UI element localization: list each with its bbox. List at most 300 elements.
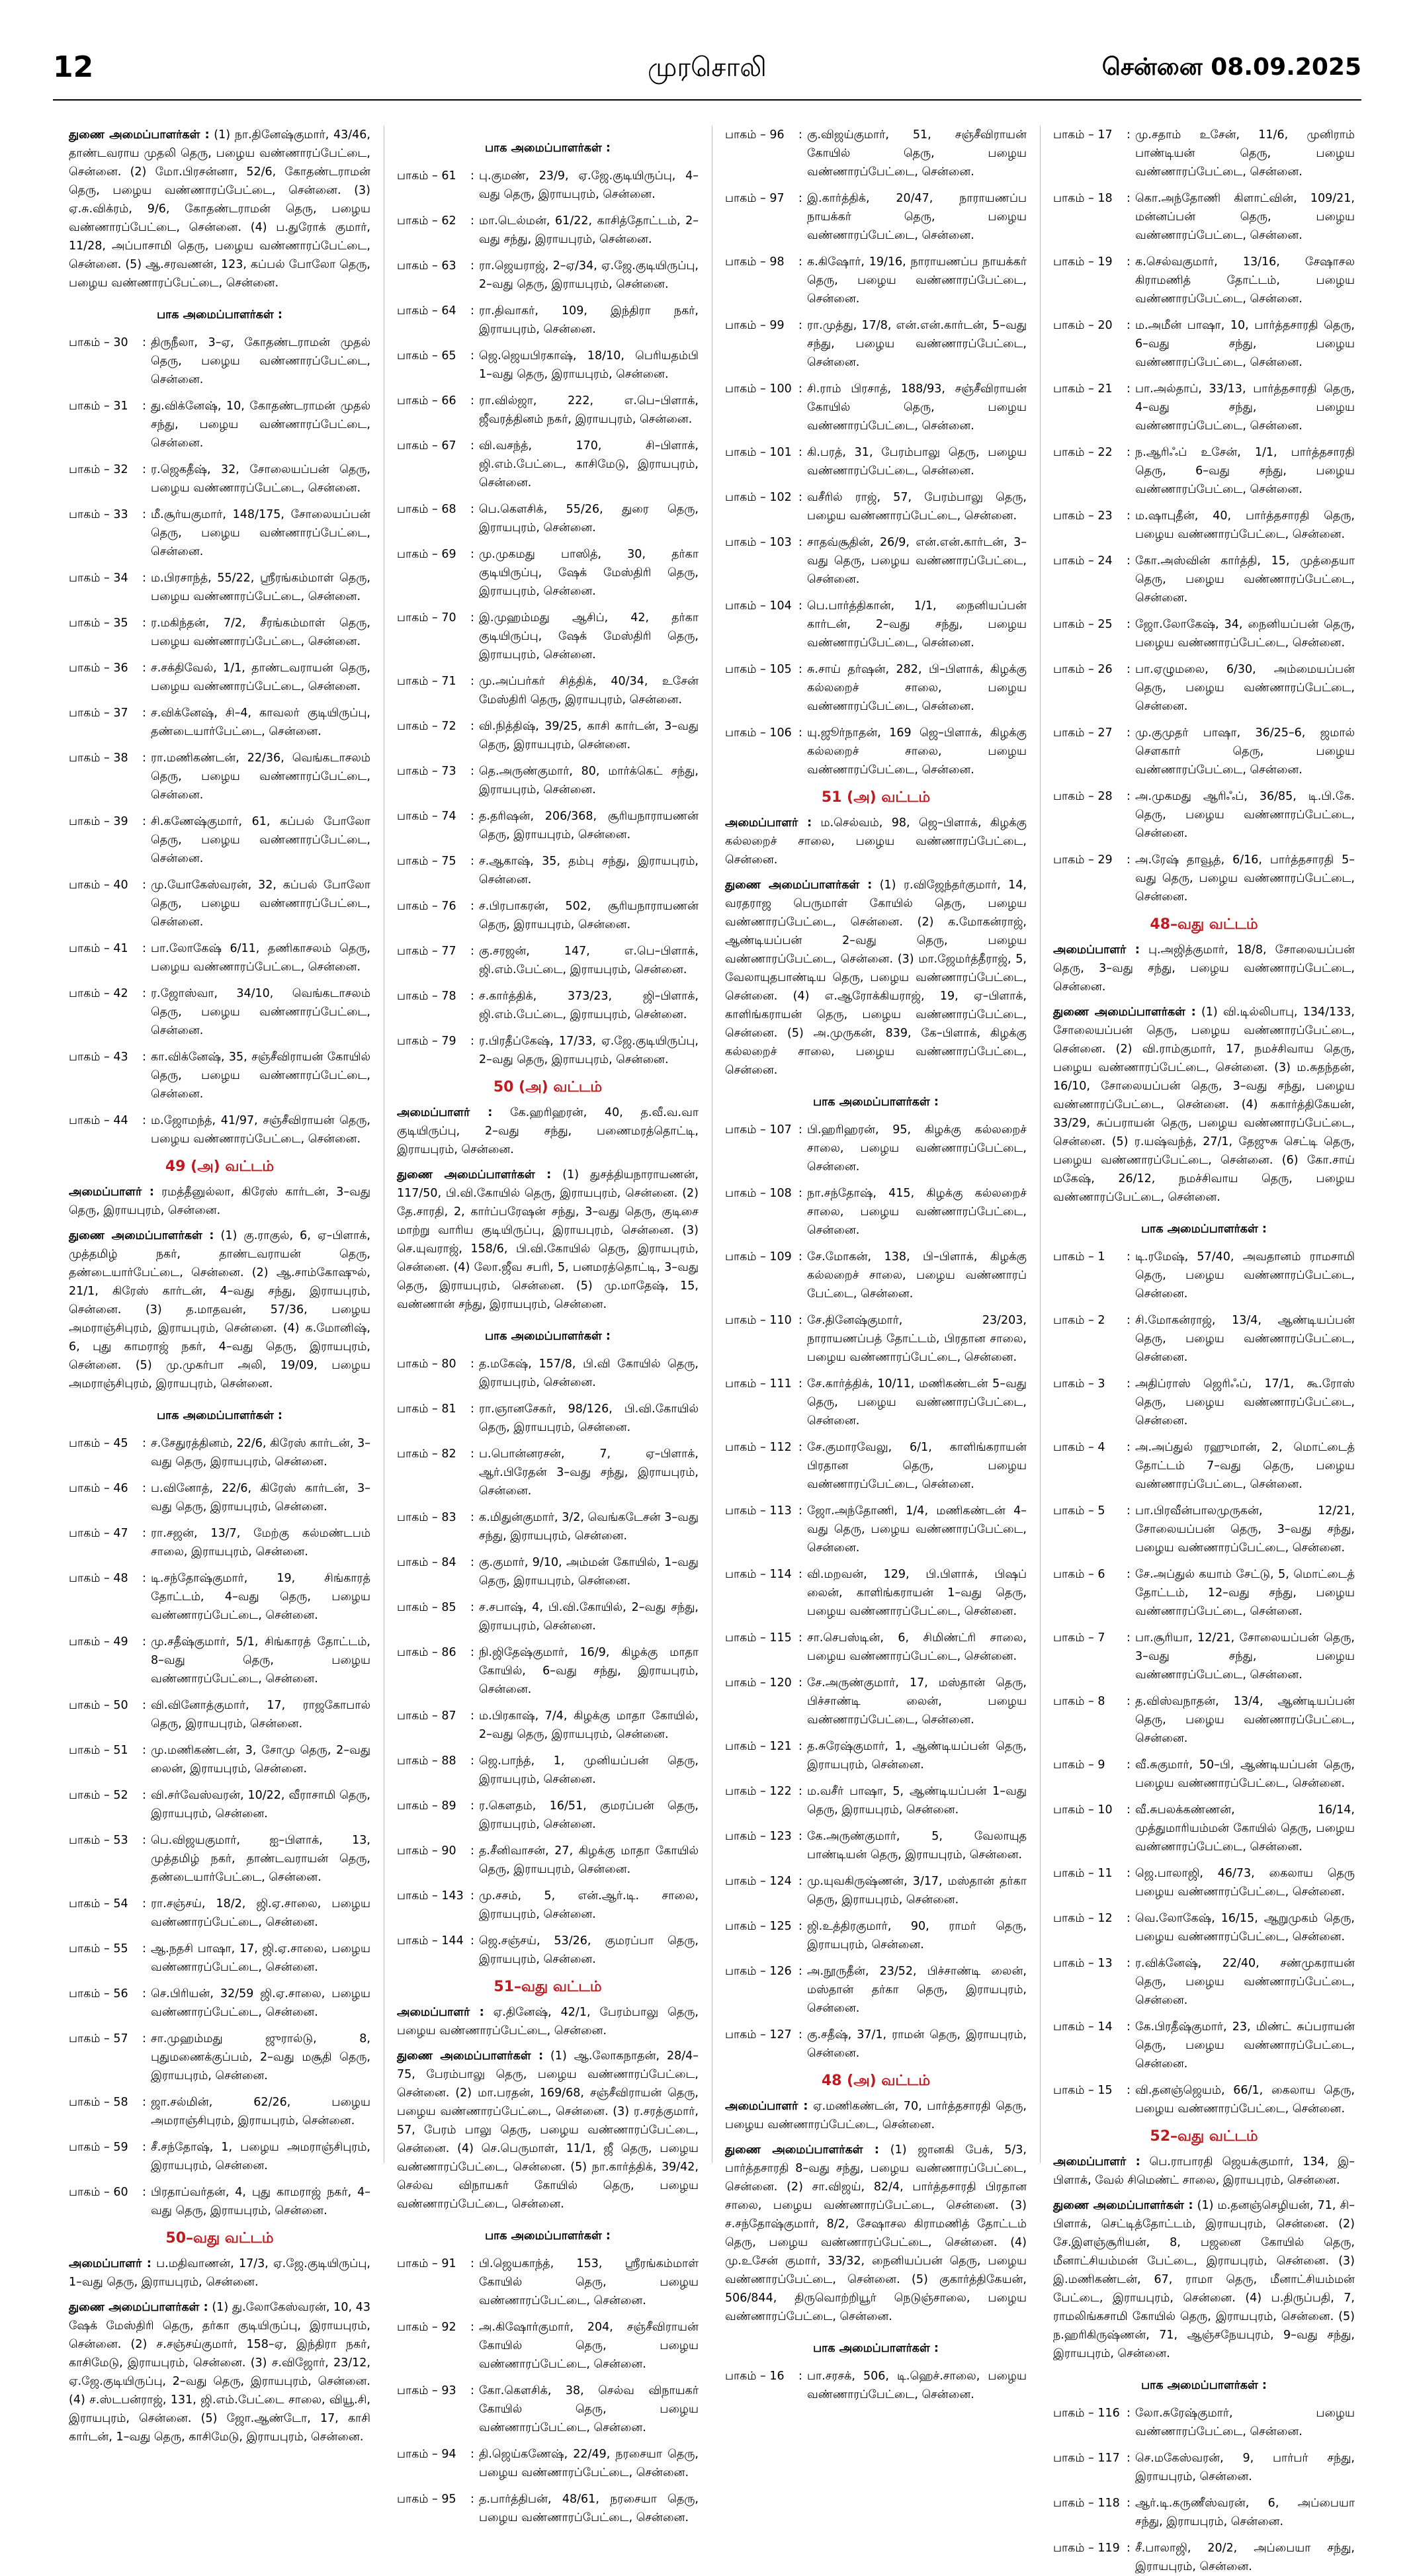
- booth-entry: [69, 1940, 370, 1977]
- booth-number: பாகம் – 44: [69, 1114, 128, 1127]
- booth-number: பாகம் – 65: [397, 349, 456, 363]
- separator-colon: :: [470, 1754, 474, 1768]
- booth-member-details: ரா.சஞ்சய், 18/2, ஜி.ஏ.சாலை, பழைய வண்ணாரப்பேட்டை, சென்னை.: [151, 1897, 370, 1929]
- separator-colon: :: [798, 1504, 802, 1518]
- member-details: ரமத்தீனுல்லா, கிரேஸ் கார்டன், 3–வது தெரு, இராயபுரம், சென்னை.: [69, 1185, 370, 1217]
- booth-member-details: ச.பிரபாகரன், 502, சூரியநாராயணன் தெரு, இராயபுரம், சென்னை.: [479, 900, 699, 931]
- booth-member-details: செ.பிரியன், 32/59 ஜி.ஏ.சாலை, பழைய வண்ணாரப்பேட்டை, சென்னை.: [151, 1987, 370, 2019]
- separator-colon: :: [470, 2493, 474, 2506]
- separator-colon: :: [470, 945, 474, 958]
- booth-member-details: மு.அப்பர்கர் சித்திக், 40/34, உசேன் மேஸ்திரி தெரு, இராயபுரம், சென்னை.: [479, 675, 699, 707]
- booth-member-details: கு.விஜய்குமார், 51, சஞ்சீவிராயன் கோயில் தெரு, பழைய வண்ணாரப்பேட்டை, சென்னை.: [807, 128, 1027, 179]
- booth-number: பாகம் – 116: [1053, 2407, 1120, 2420]
- booth-member-details: ம.பிரகாஷ், 7/4, கிழக்கு மாதா கோயில், 2–வது தெரு, இராயபுரம், சென்னை.: [479, 1709, 699, 1741]
- booth-number: பாகம் – 24: [1053, 554, 1113, 568]
- separator-colon: :: [470, 1556, 474, 1569]
- booth-entry: [725, 189, 1027, 245]
- booth-number: பாகம் – 123: [725, 1830, 792, 1843]
- booth-entry: [397, 2490, 699, 2527]
- booth-member-details: சீ.பாலாஜி, 20/2, அப்பையா சந்து, இராயபுரம், சென்னை.: [1135, 2542, 1355, 2573]
- booth-entry: [725, 597, 1027, 652]
- booth-number: பாகம் – 59: [69, 2141, 128, 2154]
- separator-colon: :: [142, 815, 146, 828]
- booth-number: பாகம் – 124: [725, 1875, 792, 1888]
- separator-colon: :: [798, 382, 802, 396]
- booth-entry: [725, 253, 1027, 308]
- separator-colon: :: [470, 394, 474, 408]
- booth-member-details: ஆ.நதசி பாஷா, 17, ஜி.ஏ.சாலை, பழைய வண்ணாரப்பேட்டை, சென்னை.: [151, 1942, 370, 1974]
- booth-entry: [397, 1445, 699, 1500]
- booth-number: பாகம் – 53: [69, 1834, 128, 1847]
- booth-number: பாகம் – 12: [1053, 1912, 1113, 1925]
- booth-member-details: சா.செபஸ்டின், 6, சிமிண்ட்ரி சாலை, பழைய வண்ணாரப்பேட்டை, சென்னை.: [807, 1631, 1027, 1663]
- booth-entry: [69, 505, 370, 561]
- booth-member-details: வி.வினோத்குமார், 17, ராஜகோபால் தெரு, இராயபுரம், சென்னை.: [151, 1699, 370, 1731]
- booth-number: பாகம் – 115: [725, 1631, 792, 1645]
- separator-colon: :: [470, 1357, 474, 1371]
- booth-entry: [69, 984, 370, 1040]
- booth-member-details: ஜெ.பாலாஜி, 46/73, கைலாய தெரு பழைய வண்ணாரப்பேட்டை, சென்னை.: [1135, 1867, 1355, 1899]
- booth-entry: [69, 1985, 370, 2022]
- role-label: துணை அமைப்பாளர்கள் :: [725, 879, 873, 892]
- separator-colon: :: [142, 1789, 146, 1802]
- booth-entry: [1053, 1502, 1355, 1557]
- separator-colon: :: [470, 2257, 474, 2270]
- booth-number: பாகம் – 125: [725, 1920, 792, 1933]
- booth-number: பாகம் – 94: [397, 2448, 456, 2461]
- booth-number: பாகம் – 13: [1053, 1957, 1113, 1970]
- ward-heading: 48–வது வட்டம்: [1150, 916, 1258, 933]
- separator-colon: :: [470, 169, 474, 183]
- booth-number: பாகம் – 41: [69, 942, 128, 955]
- separator-colon: :: [142, 1437, 146, 1450]
- booth-entry: [397, 2382, 699, 2437]
- booth-number: பாகம் – 6: [1053, 1568, 1105, 1581]
- booth-entry: [725, 1962, 1027, 2018]
- booth-entry: [1053, 1438, 1355, 1494]
- booth-number: பாகம் – 50: [69, 1699, 128, 1712]
- booth-member-details: கு.சதீஷ், 37/1, ராமன் தெரு, இராயபுரம், சென்னை.: [807, 2028, 1027, 2060]
- separator-colon: :: [470, 855, 474, 868]
- booth-number: பாகம் – 31: [69, 400, 128, 413]
- booth-entry: [69, 614, 370, 651]
- booth-number: பாகம் – 30: [69, 336, 128, 349]
- booth-entry: [1053, 126, 1355, 181]
- booth-member-details: பி.ஹரிஹரன், 95, கிழக்கு கல்லறைச் சாலை, பழைய வண்ணாரப்பேட்டை, சென்னை.: [807, 1123, 1027, 1174]
- booth-member-details: மு.முகமது பாஸித், 30, தர்கா குடியிருப்பு, ஷேக் மேஸ்திரி தெரு, இராயபுரம், சென்னை.: [479, 548, 699, 598]
- member-details: (1) ஆ.லோகநாதன், 28/4–75, பேரம்பாலு தெரு, பழைய வண்ணாரப்பேட்டை, சென்னை. (2) மா.பரதன், 169/68, சஞ்சீவிராயன் தெரு, பழைய வண்ணாரப்பேட்டை, சென்னை. (3) ர.சரத்குமார், 57, பேரம் பாலு தெரு, பழைய வண்ணாரப்பேட்டை, சென்னை. (4) செ.பெருமாள், 11/1, ஜீ தெரு, பழைய வண்ணாரப்பேட்டை, சென்னை. (5) நா.கார்த்திக், 39/42, செல்வ விநாயகர் கோயில் தெரு, பழைய வண்ணாரப்பேட்டை, சென்னை.: [397, 2049, 699, 2211]
- booth-number: பாகம் – 98: [725, 255, 785, 269]
- booth-member-details: கே.பிரதீஷ்குமார், 23, மிண்ட் சுப்பராயன் தெரு, பழைய வண்ணாரப்பேட்டை, சென்னை.: [1135, 2020, 1355, 2071]
- booth-member-details: ஜெ.சஞ்சய், 53/26, குமரப்பா தெரு, இராயபுரம், சென்னை.: [479, 1934, 699, 1966]
- booth-member-details: க.மிதுன்குமார், 3/2, வெங்கடேசன் 3–வது சந்து, இராயபுரம், சென்னை.: [479, 1511, 699, 1543]
- booth-member-details: பா.சூரியா, 12/21, சோலையப்பன் தெரு, 3–வது சந்து, பழைய வண்ணாரப்பேட்டை, சென்னை.: [1135, 1631, 1355, 1682]
- booth-member-details: மீ.சூர்யகுமார், 148/175, சோலையப்பன் தெரு, பழைய வண்ணாரப்பேட்டை, சென்னை.: [151, 508, 370, 558]
- booth-member-details: இ.கார்த்திக், 20/47, நாராயணப்ப நாயக்கர் தெரு, பழைய வண்ணாரப்பேட்டை, சென்னை.: [807, 192, 1027, 242]
- separator-colon: :: [1127, 382, 1131, 396]
- booth-entry: [397, 717, 699, 754]
- separator-colon: :: [1127, 1441, 1131, 1454]
- booth-number: பாகம் – 106: [725, 726, 792, 740]
- booth-member-details: சே.கார்த்திக், 10/11, மணிகண்டன் 5–வது தெரு, பழைய வண்ணாரப்பேட்டை, சென்னை.: [807, 1377, 1027, 1428]
- booth-entry: [1053, 1629, 1355, 1684]
- booth-member-details: டி.சந்தோஷ்குமார், 19, சிங்காரத் தோட்டம், 4–வது தெரு, பழைய வண்ணாரப்பேட்டை, சென்னை.: [151, 1572, 370, 1622]
- booth-number: பாகம் – 51: [69, 1744, 128, 1757]
- booth-member-details: ச.கார்த்திக், 373/23, ஜி–பிளாக், ஜி.எம்.பேட்டை, இராயபுரம், சென்னை.: [479, 990, 699, 1021]
- booth-number: பாகம் – 40: [69, 879, 128, 892]
- booth-member-details: பு.குமண், 23/9, ஏ.ஜே.குடியிருப்பு, 4–வது தெரு, இராயபுரம், சென்னை.: [479, 169, 699, 201]
- ward-heading: 49 (அ) வட்டம்: [165, 1158, 275, 1175]
- booth-entry: [69, 2138, 370, 2175]
- booth-number: பாகம் – 114: [725, 1568, 792, 1581]
- separator-colon: :: [470, 439, 474, 452]
- separator-colon: :: [798, 1441, 802, 1454]
- member-details: ஏ.தினேஷ், 42/1, பேரம்பாலு தெரு, பழைய வண்ணாரப்பேட்டை, சென்னை.: [397, 2006, 699, 2038]
- separator-colon: :: [798, 192, 802, 205]
- booth-entry: [725, 1565, 1027, 1621]
- separator-colon: :: [142, 1572, 146, 1585]
- booth-number: பாகம் – 108: [725, 1187, 792, 1200]
- separator-colon: :: [470, 1601, 474, 1614]
- booth-number: பாகம் – 56: [69, 1987, 128, 2000]
- booth-entry: [397, 1752, 699, 1789]
- separator-colon: :: [142, 2186, 146, 2199]
- booth-entry: [1053, 2494, 1355, 2531]
- booth-number: பாகம் – 127: [725, 2028, 792, 2041]
- separator-colon: :: [798, 663, 802, 676]
- booth-number: பாகம் – 92: [397, 2321, 456, 2334]
- booth-number: பாகம் – 87: [397, 1709, 456, 1723]
- booth-entry: [1053, 615, 1355, 652]
- member-details: பெ.ராபாரதி ஜெயக்குமார், 134, இ–பிளாக், வேல் சிமெண்ட் சாலை, இராயபுரம், சென்னை.: [1053, 2155, 1355, 2187]
- separator-colon: :: [142, 2032, 146, 2045]
- separator-colon: :: [1127, 2084, 1131, 2097]
- booth-member-details: மா.டெல்மன், 61/22, காசித்தோட்டம், 2–வது சந்து, இராயபுரம், சென்னை.: [479, 214, 699, 246]
- separator-colon: :: [470, 304, 474, 318]
- separator-colon: :: [1127, 255, 1131, 269]
- booth-entry: [69, 1633, 370, 1688]
- member-details: ம.செல்வம், 98, ஜெ–பிளாக், கிழக்கு கல்லறைச் சாலை, பழைய வண்ணாரப்பேட்டை, சென்னை.: [725, 816, 1027, 867]
- booth-entry: [725, 724, 1027, 779]
- booth-entry: [397, 1032, 699, 1069]
- section-subheading: பாக அமைப்பாளர்கள் :: [157, 308, 282, 322]
- member-paragraph: [1053, 941, 1355, 996]
- booth-member-details: ர.ஜெகதீஷ், 32, சோலையப்பன் தெரு, பழைய வண்ணாரப்பேட்டை, சென்னை.: [151, 463, 370, 495]
- booth-number: பாகம் – 88: [397, 1754, 456, 1768]
- booth-number: பாகம் – 19: [1053, 255, 1113, 269]
- booth-member-details: ம.பிரசாந்த், 55/22, ஸ்ரீரங்கம்மாள் தெரு, பழைய வண்ணாரப்பேட்டை, சென்னை.: [151, 572, 370, 603]
- separator-colon: :: [470, 2384, 474, 2397]
- booth-member-details: மு.சதாம் உசேன், 11/6, முனிராம் பாண்டியன் தெரு, பழைய வண்ணாரப்பேட்டை, சென்னை.: [1135, 128, 1355, 179]
- booth-number: பாகம் – 118: [1053, 2497, 1120, 2510]
- separator-colon: :: [1127, 1912, 1131, 1925]
- member-paragraph: [69, 2298, 370, 2446]
- separator-colon: :: [142, 1114, 146, 1127]
- booth-entry: [397, 942, 699, 979]
- booth-entry: [397, 609, 699, 664]
- booth-entry: [69, 1479, 370, 1516]
- booth-entry: [69, 1111, 370, 1148]
- booth-number: பாகம் – 93: [397, 2384, 456, 2397]
- booth-number: பாகம் – 7: [1053, 1631, 1105, 1645]
- separator-colon: :: [798, 1875, 802, 1888]
- separator-colon: :: [142, 1987, 146, 2000]
- separator-colon: :: [470, 1035, 474, 1048]
- separator-colon: :: [1127, 1504, 1131, 1518]
- booth-member-details: ம.ஜோமந்த், 41/97, சஞ்சீவிராயன் தெரு, பழைய வண்ணாரப்பேட்டை, சென்னை.: [151, 1114, 370, 1146]
- booth-member-details: அ.ரேஷ் தாவூத், 6/16, பார்த்தசாரதி 5–வது தெரு, பழைய வண்ணாரப்பேட்டை, சென்னை.: [1135, 853, 1355, 904]
- booth-number: பாகம் – 89: [397, 1799, 456, 1813]
- booth-entry: [69, 460, 370, 497]
- booth-entry: [1053, 1756, 1355, 1793]
- booth-member-details: த.மகேஷ், 157/8, பி.வி கோயில் தெரு, இராயபுரம், சென்னை.: [479, 1357, 699, 1389]
- booth-entry: [725, 488, 1027, 525]
- booth-entry: [397, 545, 699, 601]
- booth-number: பாகம் – 72: [397, 720, 456, 733]
- booth-member-details: ச.சக்திவேல், 1/1, தாண்டவராயன் தெரு, பழைய வண்ணாரப்பேட்டை, சென்னை.: [151, 662, 370, 693]
- booth-entry: [397, 1508, 699, 1545]
- member-details: (1) கு.ராகுல், 6, ஏ–பிளாக், முத்தமிழ் நகர், தாண்டவராயன் தெரு, தண்டையார்பேட்டை, சென்னை. (2) ஆ.சாம்கோஷுல், 21/1, கிரேஸ் கார்டன், 4–வது சந்து, இராயபுரம், சென்னை. (3) த.மாதவன், 57/36, பழைய அமராஞ்சிபுரம், இராயபுரம், சென்னை. (4) க.மோனிஷ், 6, புது காமராஜ் நகர், 4–வது தெரு, இராயபுரம், சென்னை. (5) மு.முகர்பா அலி, 19/09, பழைய அமராஞ்சிபுரம், இராயபுரம், சென்னை.: [69, 1229, 370, 1391]
- booth-number: பாகம் – 95: [397, 2493, 456, 2506]
- booth-entry: [397, 1598, 699, 1635]
- booth-number: பாகம் – 28: [1053, 790, 1113, 803]
- booth-member-details: வசீரில் ராஜ், 57, பேரம்பாலு தெரு, பழைய வண்ணாரப்பேட்டை, சென்னை.: [807, 491, 1027, 523]
- booth-member-details: மு.குமுதர் பாஷா, 36/25–6, ஜமால் செளகார் தெரு, பழைய வண்ணாரப்பேட்டை, சென்னை.: [1135, 726, 1355, 777]
- booth-entry: [725, 1184, 1027, 1240]
- booth-number: பாகம் – 15: [1053, 2084, 1113, 2097]
- ward-heading: 51 (அ) வட்டம்: [821, 789, 931, 806]
- booth-entry: [69, 2183, 370, 2220]
- booth-member-details: கா.விக்னேஷ், 35, சஞ்சீவிராயன் கோயில் தெரு, பழைய வண்ணாரப்பேட்டை, சென்னை.: [151, 1051, 370, 1101]
- booth-member-details: த.சுரேஷ்குமார், 1, ஆண்டியப்பன் தெரு, இராயபுரம், சென்னை.: [807, 1740, 1027, 1772]
- separator-colon: :: [470, 1799, 474, 1813]
- booth-member-details: ர.பிரதீப்கேஷ், 17/33, ஏ.ஜே.குடியிருப்பு, 2–வது தெரு, இராயபுரம், சென்னை.: [479, 1035, 699, 1066]
- separator-colon: :: [798, 1568, 802, 1581]
- booth-number: பாகம் – 126: [725, 1965, 792, 1978]
- booth-member-details: மு.யுவகிருஷ்ணன், 3/17, மஸ்தான் தர்கா தெரு, இராயபுரம், சென்னை.: [807, 1875, 1027, 1907]
- booth-member-details: பெ.பார்த்திகான், 1/1, நைனியப்பன் கார்டன், 2–வது சந்து, பழைய வண்ணாரப்பேட்டை, சென்னை.: [807, 599, 1027, 650]
- booth-member-details: ஆர்.டி.கருணீஸ்வரன், 6, அப்பையா சந்து, இராயபுரம், சென்னை.: [1135, 2497, 1355, 2528]
- booth-number: பாகம் – 104: [725, 599, 792, 613]
- booth-number: பாகம் – 100: [725, 382, 792, 396]
- separator-colon: :: [1127, 2452, 1131, 2465]
- booth-member-details: தி.ஜெய்கணேஷ், 22/49, நரசையா தெரு, பழைய வண்ணாரப்பேட்டை, சென்னை.: [479, 2448, 699, 2479]
- booth-member-details: பெ.விஜயகுமார், ஐ–பிளாக், 13, முத்தமிழ் நகர், தாண்டவராயன் தெரு, தண்டையார்பேட்டை, சென்னை.: [151, 1834, 370, 1884]
- separator-colon: :: [470, 675, 474, 688]
- separator-colon: :: [798, 1187, 802, 1200]
- role-label: அமைப்பாளர் :: [1053, 2155, 1140, 2168]
- booth-number: பாகம் – 21: [1053, 382, 1113, 396]
- booth-entry: [1053, 2539, 1355, 2576]
- booth-entry: [725, 1674, 1027, 1729]
- separator-colon: :: [798, 1740, 802, 1753]
- booth-entry: [69, 812, 370, 868]
- separator-colon: :: [142, 572, 146, 585]
- booth-number: பாகம் – 70: [397, 611, 456, 624]
- role-label: அமைப்பாளர் :: [69, 1185, 154, 1199]
- booth-entry: [397, 1643, 699, 1699]
- booth-number: பாகம் – 20: [1053, 319, 1113, 332]
- booth-member-details: பா.பிரவீன்பாலமுருகன், 12/21, சோலையப்பன் தெரு, 3–வது சந்து, பழைய வண்ணாரப்பேட்டை, சென்னை.: [1135, 1504, 1355, 1555]
- booth-number: பாகம் – 101: [725, 446, 792, 459]
- header-rule: [53, 99, 1361, 101]
- booth-member-details: பெ.கௌசிக், 55/26, துரை தெரு, இராயபுரம், சென்னை.: [479, 503, 699, 535]
- booth-entry: [69, 1048, 370, 1103]
- booth-entry: [69, 876, 370, 931]
- booth-member-details: ச.சேதுரத்தினம், 22/6, கிரேஸ் கார்டன், 3–வது தெரு, இராயபுரம், சென்னை.: [151, 1437, 370, 1469]
- booth-number: பாகம் – 97: [725, 192, 785, 205]
- member-details: (1) து.லோகேஸ்வரன், 10, 43 ஷேக் மேஸ்திரி தெரு, தர்கா குடியிருப்பு, இராயபுரம், சென்னை. (2) ச.சஞ்சய்குமார், 158–ஏ, இந்திரா நகர், காசிமேடு, இராயபுரம், சென்னை. (3) ச.விஜோர், 23/12, ஏ.ஜே.குடியிருப்பு, 2–வது தெரு, இராயபுரம், சென்னை. (4) ச.ஸ்டபன்ராஜ், 131, ஜி.எம்.பேட்டை சாலை, வியூ.சி, இராயபுரம், சென்னை. (5) ஜோ.ஆண்டோ, 17, காசி கார்டன், 1–வது தெரு, காசிமேடு, இராயபுரம், சென்னை.: [69, 2301, 370, 2444]
- booth-number: பாகம் – 144: [397, 1934, 464, 1948]
- booth-member-details: ச.சபாஷ், 4, பி.வி.கோயில், 2–வது சந்து, இராயபுரம், சென்னை.: [479, 1601, 699, 1633]
- separator-colon: :: [470, 611, 474, 624]
- booth-entry: [725, 1827, 1027, 1864]
- booth-number: பாகம் – 45: [69, 1437, 128, 1450]
- separator-colon: :: [142, 617, 146, 630]
- booth-member-details: வி.நித்திஷ், 39/25, காசி கார்டன், 3–வது தெரு, இராயபுரம், சென்னை.: [479, 720, 699, 751]
- booth-number: பாகம் – 69: [397, 548, 456, 561]
- booth-entry: [1053, 253, 1355, 308]
- booth-number: பாகம் – 91: [397, 2257, 456, 2270]
- booth-entry: [725, 1502, 1027, 1557]
- member-paragraph: [397, 2003, 699, 2040]
- booth-number: பாகம் – 63: [397, 259, 456, 273]
- booth-entry: [1053, 2018, 1355, 2073]
- booth-entry: [725, 380, 1027, 435]
- booth-member-details: லோ.சுரேஷ்குமார், பழைய வண்ணாரப்பேட்டை, சென்னை.: [1135, 2407, 1355, 2438]
- booth-number: பாகம் – 52: [69, 1789, 128, 1802]
- booth-entry: [1053, 1375, 1355, 1430]
- separator-colon: :: [470, 349, 474, 363]
- booth-number: பாகம் – 73: [397, 765, 456, 778]
- member-paragraph: [725, 2141, 1027, 2326]
- booth-entry: [397, 672, 699, 709]
- member-paragraph: [1053, 2196, 1355, 2363]
- role-label: அமைப்பாளர் :: [725, 2100, 808, 2113]
- booth-member-details: ரா.ஜெயராஜ், 2–ஏ/34, ஏ.ஜே.குடியிருப்பு, 2–வது தெரு, இராயபுரம், சென்னை.: [479, 259, 699, 291]
- separator-colon: :: [142, 707, 146, 720]
- booth-member-details: க.செல்வகுமார், 13/16, சேஷாசல கிராமணித் தோட்டம், பழைய வண்ணாரப்பேட்டை, சென்னை.: [1135, 255, 1355, 306]
- booth-member-details: கோ.அஸ்வின் கார்த்தி, 15, முத்தையா தெரு, பழைய வண்ணாரப்பேட்டை, சென்னை.: [1135, 554, 1355, 605]
- booth-entry: [725, 2026, 1027, 2063]
- separator-colon: :: [1127, 319, 1131, 332]
- member-paragraph: [725, 814, 1027, 869]
- member-details: (1) வி.டில்லிபாபு, 134/133, சோலையப்பன் தெரு, பழைய வண்ணாரப்பேட்டை, சென்னை. (2) வி.ராம்குமார், 17, நமச்சிவாய தெரு, பழைய வண்ணாரப்பேட்டை, சென்னை. (3) ம.சுதந்தன், 16/10, சோலையப்பன் தெரு, 3–வது சந்து, பழைய வண்ணாரப்பேட்டை, சென்னை. (4) சுகார்த்திகேயன், 33/29, சுப்பராயன் தெரு, பழைய வண்ணாரப்பேட்டை, சென்னை. (5) ர.யஷ்வந்த், 27/1, தேஜுசு செட்டி தெரு, பழைய வண்ணாரப்பேட்டை, சென்னை. (6) கோ.சாய் மகேஷ், 26/12, நமச்சிவாய தெரு, பழைய வண்ணாரப்பேட்டை, சென்னை.: [1053, 1006, 1355, 1204]
- booth-entry: [397, 2254, 699, 2310]
- booth-entry: [69, 2093, 370, 2130]
- newspaper-title: முரசொலி: [648, 52, 767, 83]
- booth-entry: [69, 1524, 370, 1561]
- separator-colon: :: [798, 128, 802, 142]
- role-label: துணை அமைப்பாளர்கள் :: [69, 2301, 208, 2314]
- separator-colon: :: [798, 255, 802, 269]
- booth-number: பாகம் – 42: [69, 987, 128, 1000]
- booth-member-details: பா.லோகேஷ் 6/11, தணிகாசலம் தெரு, பழைய வண்ணாரப்பேட்டை, சென்னை.: [151, 942, 370, 974]
- booth-entry: [1053, 787, 1355, 843]
- booth-entry: [69, 939, 370, 976]
- booth-entry: [397, 852, 699, 889]
- booth-entry: [397, 1887, 699, 1924]
- section-subheading: பாக அமைப்பாளர்கள் :: [157, 1409, 282, 1422]
- booth-member-details: பா.சரசக், 506, டி.ஹெச்.சாலை, பழைய வண்ணாரப்பேட்டை, சென்னை.: [807, 2370, 1027, 2401]
- booth-entry: [1053, 2081, 1355, 2118]
- booth-member-details: சாதவ்சூதின், 26/9, என்.என்.கார்டன், 3–வது தெரு, பழைய வண்ணாரப்பேட்டை, சென்னை.: [807, 536, 1027, 586]
- booth-entry: [397, 212, 699, 249]
- separator-colon: :: [470, 548, 474, 561]
- booth-member-details: த.பார்த்திபன், 48/61, நரசையா தெரு, பழைய வண்ணாரப்பேட்டை, சென்னை.: [479, 2493, 699, 2524]
- booth-number: பாகம் – 57: [69, 2032, 128, 2045]
- booth-number: பாகம் – 117: [1053, 2452, 1120, 2465]
- separator-colon: :: [1127, 1568, 1131, 1581]
- separator-colon: :: [142, 942, 146, 955]
- booth-number: பாகம் – 75: [397, 855, 456, 868]
- booth-member-details: அ.முகமது ஆரிஃப், 36/85, டி.பி.கே. தெரு, பழைய வண்ணாரப்பேட்டை, சென்னை.: [1135, 790, 1355, 840]
- booth-number: பாகம் – 96: [725, 128, 785, 142]
- booth-member-details: ரா.வில்ஜா, 222, எ.பெ–பிளாக், ஜீவரத்தினம் நகர், இராயபுரம், சென்னை.: [479, 394, 699, 426]
- booth-entry: [397, 762, 699, 799]
- member-paragraph: [69, 1226, 370, 1393]
- booth-entry: [725, 1917, 1027, 1954]
- member-paragraph: [69, 126, 370, 292]
- booth-member-details: ஜோ.அந்தோணி, 1/4, மணிகண்டன் 4–வது தெரு, பழைய வண்ணாரப்பேட்டை, சென்னை.: [807, 1504, 1027, 1555]
- booth-entry: [69, 2030, 370, 2085]
- booth-member-details: ரா.மணிகண்டன், 22/36, வெங்கடாசலம் தெரு, பழைய வண்ணாரப்பேட்டை, சென்னை.: [151, 751, 370, 802]
- member-paragraph: [397, 1166, 699, 1314]
- booth-number: பாகம் – 143: [397, 1889, 464, 1903]
- separator-colon: :: [798, 1830, 802, 1843]
- booth-entry: [725, 316, 1027, 372]
- booth-number: பாகம் – 85: [397, 1601, 456, 1614]
- booth-number: பாகம் – 112: [725, 1441, 792, 1454]
- member-paragraph: [397, 1103, 699, 1159]
- booth-number: பாகம் – 66: [397, 394, 456, 408]
- booth-member-details: அதிப்ராஸ் ஜெரிஃப், 17/1, கூ.ரோஸ் தெரு, பழைய வண்ணாரப்பேட்டை, சென்னை.: [1135, 1377, 1355, 1428]
- separator-colon: :: [142, 1051, 146, 1064]
- separator-colon: :: [142, 508, 146, 521]
- role-label: துணை அமைப்பாளர்கள் :: [1053, 1006, 1196, 1019]
- booth-number: பாகம் – 86: [397, 1646, 456, 1659]
- booth-entry: [1053, 2449, 1355, 2486]
- member-paragraph: [1053, 2153, 1355, 2190]
- booth-entry: [397, 1355, 699, 1392]
- booth-member-details: ம.ஷாபுதீன், 40, பார்த்தசாரதி தெரு, பழைய வண்ணாரப்பேட்டை, சென்னை.: [1135, 509, 1355, 541]
- separator-colon: :: [470, 1934, 474, 1948]
- booth-member-details: ப.வினோத், 22/6, கிரேஸ் கார்டன், 3–வது தெரு, இராயபுரம், சென்னை.: [151, 1482, 370, 1514]
- member-details: (1) துசத்தியநாராயணன், 117/50, பி.வி.கோயில் தெரு, இராயபுரம், சென்னை. (2) தே.சாரதி, 2, கார்ப்பரேஷன் சந்து, 3–வது தெரு, குடிசை மாற்று வாரிய குடியிருப்பு, இராயபுரம், சென்னை. (3) செ.யுவராஜ், 158/6, பி.வி.கோயில் தெரு, இராயபுரம், சென்னை. (4) லோ.ஜீவ சபரி, 5, பனமரத்தொட்டி, 3–வது தெரு, இராயபுரம், சென்னை. (5) மு.மாதேஷ், 15, வண்ணான் சந்து, இராயபுரம், சென்னை.: [397, 1168, 699, 1311]
- booth-entry: [397, 392, 699, 429]
- separator-colon: :: [142, 1699, 146, 1712]
- booth-entry: [397, 437, 699, 492]
- separator-colon: :: [470, 2321, 474, 2334]
- separator-colon: :: [1127, 1314, 1131, 1327]
- booth-number: பாகம் – 78: [397, 990, 456, 1003]
- booth-entry: [725, 1438, 1027, 1494]
- booth-entry: [397, 347, 699, 384]
- separator-colon: :: [470, 1646, 474, 1659]
- booth-entry: [397, 807, 699, 844]
- booth-member-details: பி.ஜெயகாந்த், 153, ஸ்ரீரங்கம்மாள் கோயில் தெரு, பழைய வண்ணாரப்பேட்டை, சென்னை.: [479, 2257, 699, 2307]
- booth-member-details: டி.ரமேஷ், 57/40, அவதானம் ராமசாமி தெரு, பழைய வண்ணாரப்பேட்டை, சென்னை.: [1135, 1250, 1355, 1301]
- booth-number: பாகம் – 18: [1053, 192, 1113, 205]
- booth-member-details: ஜா.சல்மின், 62/26, பழைய அமராஞ்சிபுரம், இராயபுரம், சென்னை.: [151, 2096, 370, 2127]
- separator-colon: :: [798, 1250, 802, 1264]
- separator-colon: :: [1127, 128, 1131, 142]
- section-subheading: பாக அமைப்பாளர்கள் :: [485, 2229, 611, 2243]
- booth-entry: [1053, 2404, 1355, 2441]
- booth-entry: [397, 1400, 699, 1437]
- ward-heading: 50 (அ) வட்டம்: [493, 1079, 603, 1095]
- booth-entry: [1053, 1801, 1355, 1856]
